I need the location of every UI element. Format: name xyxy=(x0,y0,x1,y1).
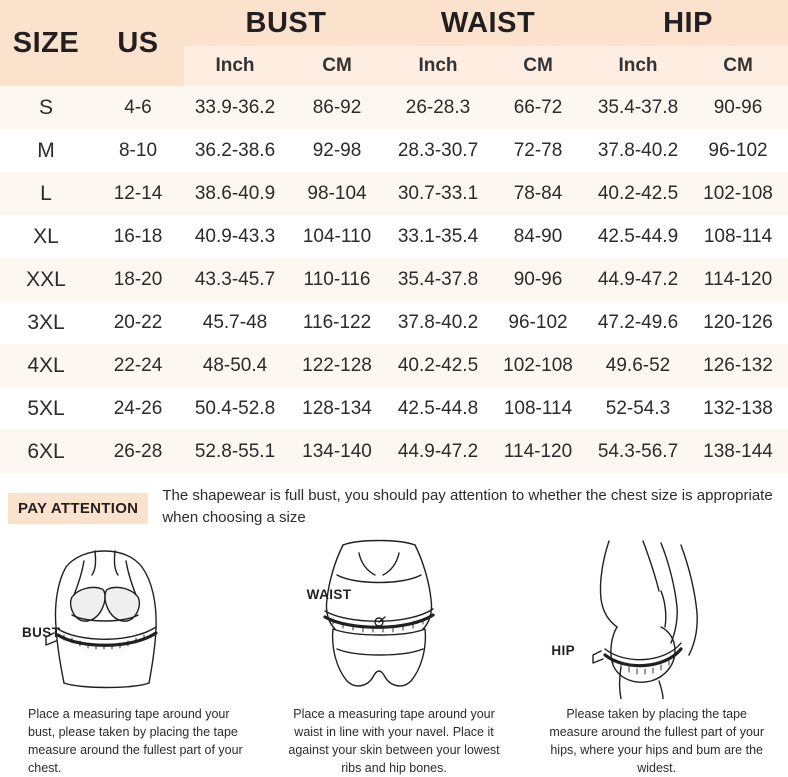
hip-illustration xyxy=(525,537,788,699)
figure-hip xyxy=(525,537,788,777)
cell-bust-cm: 104-110 xyxy=(286,215,388,258)
cell-bust-cm: 98-104 xyxy=(286,172,388,215)
cell-waist-cm: 108-114 xyxy=(488,387,588,430)
header-bust-cm: CM xyxy=(286,46,388,86)
pay-attention-badge: PAY ATTENTION xyxy=(8,493,148,524)
waist-figure-icon xyxy=(263,537,525,699)
cell-bust-inch: 45.7-48 xyxy=(184,301,286,344)
table-row xyxy=(0,387,788,430)
cell-hip-cm: 96-102 xyxy=(688,129,788,172)
table-header xyxy=(0,0,788,86)
cell-waist-inch: 35.4-37.8 xyxy=(388,258,488,301)
cell-hip-inch: 47.2-49.6 xyxy=(588,301,688,344)
cell-hip-cm: 126-132 xyxy=(688,344,788,387)
header-hip-cm: CM xyxy=(688,46,788,86)
cell-waist-cm: 72-78 xyxy=(488,129,588,172)
cell-us: 12-14 xyxy=(92,172,184,215)
cell-bust-inch: 43.3-45.7 xyxy=(184,258,286,301)
cell-hip-inch: 44.9-47.2 xyxy=(588,258,688,301)
cell-us: 4-6 xyxy=(92,86,184,129)
cell-waist-inch: 26-28.3 xyxy=(388,86,488,129)
cell-hip-inch: 54.3-56.7 xyxy=(588,430,688,473)
cell-us: 18-20 xyxy=(92,258,184,301)
cell-hip-inch: 42.5-44.9 xyxy=(588,215,688,258)
pay-attention-text: The shapewear is full bust, you should pay attention to whether the chest size is appropriate when choosing a size xyxy=(148,483,776,529)
cell-waist-cm: 84-90 xyxy=(488,215,588,258)
cell-size: L xyxy=(0,172,92,215)
table-row xyxy=(0,258,788,301)
cell-hip-cm: 138-144 xyxy=(688,430,788,473)
header-bust-inch: Inch xyxy=(184,46,286,86)
cell-hip-inch: 49.6-52 xyxy=(588,344,688,387)
hip-caption: Please taken by placing the tape measure around the fullest part of your hips, where your hips and bum are the widest. xyxy=(525,699,788,777)
cell-us: 24-26 xyxy=(92,387,184,430)
cell-bust-cm: 128-134 xyxy=(286,387,388,430)
cell-waist-cm: 90-96 xyxy=(488,258,588,301)
cell-size: 3XL xyxy=(0,301,92,344)
header-waist: WAIST xyxy=(388,0,588,46)
table-row xyxy=(0,215,788,258)
bust-caption: Place a measuring tape around your bust, please taken by placing the tape measure around the fullest part of your chest. xyxy=(0,699,263,777)
bust-label: BUST xyxy=(22,625,60,640)
cell-bust-inch: 36.2-38.6 xyxy=(184,129,286,172)
table-row xyxy=(0,344,788,387)
cell-waist-inch: 30.7-33.1 xyxy=(388,172,488,215)
table-row xyxy=(0,86,788,129)
cell-hip-inch: 35.4-37.8 xyxy=(588,86,688,129)
cell-waist-inch: 42.5-44.8 xyxy=(388,387,488,430)
waist-caption: Place a measuring tape around your waist in line with your navel. Place it against your skin between your lowest ribs and hip bones. xyxy=(263,699,526,777)
cell-size: 4XL xyxy=(0,344,92,387)
hip-figure-icon xyxy=(525,537,787,699)
table-row xyxy=(0,301,788,344)
header-waist-inch: Inch xyxy=(388,46,488,86)
cell-hip-inch: 37.8-40.2 xyxy=(588,129,688,172)
waist-illustration xyxy=(263,537,526,699)
cell-us: 20-22 xyxy=(92,301,184,344)
figure-waist xyxy=(263,537,526,777)
cell-bust-inch: 40.9-43.3 xyxy=(184,215,286,258)
cell-bust-inch: 33.9-36.2 xyxy=(184,86,286,129)
table-row xyxy=(0,430,788,473)
bust-illustration xyxy=(0,537,263,699)
table-body xyxy=(0,86,788,473)
cell-hip-inch: 52-54.3 xyxy=(588,387,688,430)
header-size: SIZE xyxy=(0,0,92,86)
cell-us: 26-28 xyxy=(92,430,184,473)
cell-size: XXL xyxy=(0,258,92,301)
table-row xyxy=(0,129,788,172)
cell-size: S xyxy=(0,86,92,129)
cell-waist-cm: 96-102 xyxy=(488,301,588,344)
measurement-figures xyxy=(0,535,788,777)
cell-bust-inch: 50.4-52.8 xyxy=(184,387,286,430)
cell-hip-cm: 132-138 xyxy=(688,387,788,430)
cell-bust-cm: 110-116 xyxy=(286,258,388,301)
table-row xyxy=(0,172,788,215)
cell-size: M xyxy=(0,129,92,172)
cell-waist-inch: 28.3-30.7 xyxy=(388,129,488,172)
cell-size: XL xyxy=(0,215,92,258)
cell-waist-inch: 40.2-42.5 xyxy=(388,344,488,387)
cell-hip-cm: 114-120 xyxy=(688,258,788,301)
cell-hip-cm: 120-126 xyxy=(688,301,788,344)
cell-bust-inch: 38.6-40.9 xyxy=(184,172,286,215)
header-waist-cm: CM xyxy=(488,46,588,86)
header-us: US xyxy=(92,0,184,86)
header-bust: BUST xyxy=(184,0,388,46)
cell-us: 8-10 xyxy=(92,129,184,172)
cell-waist-cm: 66-72 xyxy=(488,86,588,129)
cell-bust-inch: 48-50.4 xyxy=(184,344,286,387)
figure-bust xyxy=(0,537,263,777)
pay-attention-section xyxy=(0,473,788,535)
waist-label: WAIST xyxy=(307,587,352,602)
cell-hip-cm: 108-114 xyxy=(688,215,788,258)
cell-bust-inch: 52.8-55.1 xyxy=(184,430,286,473)
cell-waist-inch: 37.8-40.2 xyxy=(388,301,488,344)
cell-waist-inch: 33.1-35.4 xyxy=(388,215,488,258)
cell-bust-cm: 134-140 xyxy=(286,430,388,473)
hip-label: HIP xyxy=(551,643,575,658)
cell-hip-inch: 40.2-42.5 xyxy=(588,172,688,215)
cell-hip-cm: 102-108 xyxy=(688,172,788,215)
cell-waist-cm: 114-120 xyxy=(488,430,588,473)
cell-waist-inch: 44.9-47.2 xyxy=(388,430,488,473)
cell-us: 16-18 xyxy=(92,215,184,258)
bust-figure-icon xyxy=(0,537,262,699)
header-hip-inch: Inch xyxy=(588,46,688,86)
cell-size: 5XL xyxy=(0,387,92,430)
cell-waist-cm: 102-108 xyxy=(488,344,588,387)
cell-bust-cm: 92-98 xyxy=(286,129,388,172)
cell-waist-cm: 78-84 xyxy=(488,172,588,215)
cell-bust-cm: 122-128 xyxy=(286,344,388,387)
header-hip: HIP xyxy=(588,0,788,46)
cell-bust-cm: 86-92 xyxy=(286,86,388,129)
cell-bust-cm: 116-122 xyxy=(286,301,388,344)
cell-size: 6XL xyxy=(0,430,92,473)
cell-hip-cm: 90-96 xyxy=(688,86,788,129)
cell-us: 22-24 xyxy=(92,344,184,387)
